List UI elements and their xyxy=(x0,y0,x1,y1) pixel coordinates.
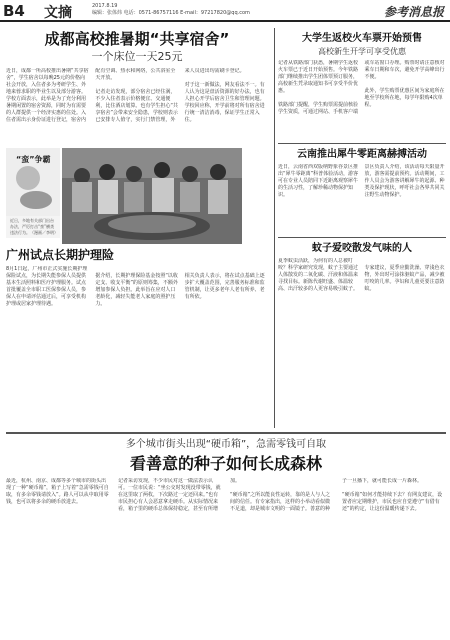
section-divider xyxy=(278,143,446,144)
crowd-photo-image xyxy=(62,148,242,244)
right-bottom-headline: 蚊子爱咬散发气味的人 xyxy=(312,243,412,254)
section-divider xyxy=(278,237,446,238)
bottom-story-headline: 看善意的种子如何长成森林 xyxy=(129,454,322,473)
top-story-headline: 成都高校推暑期“共享宿舍” xyxy=(44,30,230,48)
top-story-subheadline: 一个床位一天25元 xyxy=(91,50,183,63)
right-mid-body: 近日，云南省西双版纳野象谷景区推出“犀牛零距离”科普体验活动，游客可在专业人员陪同下近距离观察犀牛的生活习性，了解珍稀动物保护知识。 景区负责人介绍，该活动每天限量开放，游客需提前预约。活动期间，工作人员会为游客讲解犀牛的起源、种类及保护现状，呼吁社会各界共同关注野生动物保护。 xyxy=(278,164,445,198)
issue-date: 2017.8.19 xyxy=(92,3,118,9)
masthead xyxy=(0,0,450,22)
page-number: B4 xyxy=(3,2,25,20)
editor-contact: 编辑：张体炜 电话：0571-86757116 E-mail：97217820@qq.com xyxy=(92,10,250,16)
cartoon xyxy=(6,148,60,238)
cartoon-caption: 近日，多地有关部门出台办法，严厉打击“蛮”横类违法行为。（漫画／李明） xyxy=(10,218,58,235)
cartoon-title: “蛮”争霸 xyxy=(16,155,51,164)
section-title: 文摘 xyxy=(44,5,72,21)
right-bottom-body: 夏季蚊虫活跃，为何有的人总被叮咬？科学家研究发现，蚊子主要通过人体散发的二氧化碳、汗液和体温来寻找目标。新陈代谢旺盛、体温较高、出汗较多的人更容易吸引蚊子。 专家建议，夏季应勤洗澡、穿浅色衣物，外出时可涂抹驱蚊产品，减少被叮咬的几率。孕妇和儿童更要注意防蚊。 xyxy=(278,258,445,292)
bottom-story-body: 最近，杭州、南京、成都等多个城市的街头出现了一种“硬币箱”，箱子上写着“急需零钱可自取，有多余零钱请放入”。路人可以从中取用零钱，也可以将多余的硬币放进去。 记者采访发现，不少市民对这一做法表示认可。一位市民说：“坐公交时发现没带零钱，就在这里取了两枚，下次路过一定还回来。”也有市民担心有人会恶意拿走硬币。从实际情况来看，箱子里的硬币总体保持稳定，甚至有所增加。 “硬币箱”之所以能良性运转，靠的是人与人之间的信任。有专家指出，这样的小举动看似微不足道，却是城市文明的一面镜子。善意的种子一旦播下，就可能长成一片森林。 “硬币箱”如何才能持续下去？有网友建议，设置者应定期维护，市民也应自觉遵守“有借有还”的约定，让这份温暖传递下去。 xyxy=(6,478,443,512)
paper-name: 参考消息报 xyxy=(383,5,444,19)
right-mid-headline: 云南推出犀牛零距离赫搏活动 xyxy=(297,149,427,160)
column-divider xyxy=(274,28,275,428)
news-photo xyxy=(62,148,242,244)
left-mid-body: 8月1日起，广州市正式实施长期护理保险试点，为长期失能参保人员提供基本生活照料和医疗护理服务。试点首批覆盖全市职工医保参保人员，参保人在申请评估通过后，可享受机构护理或居家护理待遇。 据介绍，长期护理保险基金按照“以收定支、收支平衡”的原则筹集，不额外增加参保人负担。此举旨在应对人口老龄化，减轻失能老人家庭的照护压力。 相关负责人表示，将在试点基础上逐步扩大覆盖范围，完善服务标准和监管机制，让更多老年人老有所养、老有所依。 xyxy=(6,266,265,307)
masthead-info xyxy=(92,3,292,17)
right-top-subheadline: 高校新生开学可享受优惠 xyxy=(318,47,406,56)
right-top-body: 记者从铁路部门获悉，暑期学生返校火车票已于近日开始预售。今年铁路部门继续推出学生团体票预订服务，高校新生凭录取通知书可享受半价优惠。 铁路部门提醒，学生购票需提前核验学生资质，可通过网站、手机客户端或车站窗口办理。购票时请注意核对乘车日期和车次，避免开学高峰出行不便。 此外，学生购票优惠区间为家庭所在地至学校所在地，每学年限购4次单程。 xyxy=(278,60,445,115)
top-story-body: 近日，成都一所高校推出暑期“共享宿舍”，学生宿舍以每晚25元的价格向社会开放，入住者多为考研学生、外地来蓉求职的毕业生以及部分游客。学校方面表示，此举是为了充分利用暑期闲置的宿舍资源，同时为有需要的人群提供一个经济实惠的住处。入住者需出示身份证进行登记，宿舍内配有空调、热水和网络，公共浴室全天开放。 记者走访发现，部分宿舍已经住满，不少入住者表示价格便宜、交通便利，比住酒店划算。也有学生担心“共享宿舍”会带来安全隐患，学校则表示已安排专人值守，实行门禁管理，外来人员进出均需刷卡登记。 对于这一新做法，网友看法不一。有人认为这是盘活资源的好办法，也有人担心开学后宿舍卫生和管理问题。学校回应称，开学前将对所有宿舍进行统一清洁消毒，保证学生正常入住。 xyxy=(6,68,265,123)
right-top-headline: 大学生返校火车票开始预售 xyxy=(302,33,422,44)
left-mid-headline: 广州试点长期护理险 xyxy=(6,248,115,262)
bottom-story-kicker: 多个城市街头出现“硬币箱”，急需零钱可自取 xyxy=(125,439,327,450)
bottom-section-divider xyxy=(6,432,446,434)
